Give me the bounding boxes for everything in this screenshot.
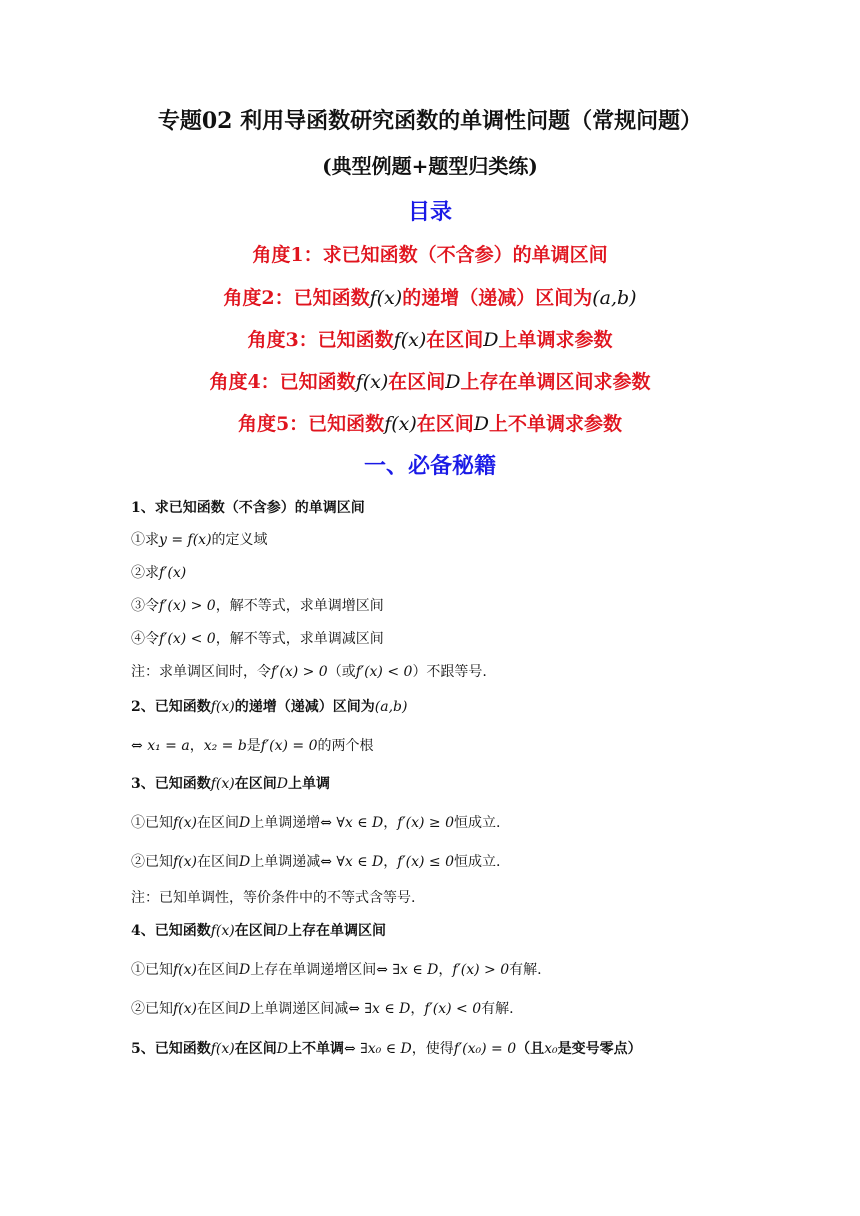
s4-item-1: ①已知f(x)在区间D上存在单调递增区间⇔ ∃x ∈ D，f′(x) > 0有解. xyxy=(131,962,542,978)
toc-heading: 目录 xyxy=(407,199,452,225)
document-title: 专题02 利用导函数研究函数的单调性问题（常规问题） xyxy=(157,108,703,134)
s1-step-4: ④令f′(x) < 0，解不等式，求单调减区间 xyxy=(131,631,384,647)
s2-condition: ⇔ x₁ = a，x₂ = b是f′(x) = 0的两个根 xyxy=(131,738,374,754)
s3-heading: 3、已知函数f(x)在区间D上单调 xyxy=(131,776,330,792)
toc-item-3[interactable]: 角度3：已知函数f(x)在区间D上单调求参数 xyxy=(247,329,613,351)
s2-heading: 2、已知函数f(x)的递增（递减）区间为(a,b) xyxy=(131,699,408,715)
s4-item-2: ②已知f(x)在区间D上单调递区间减⇔ ∃x ∈ D，f′(x) < 0有解. xyxy=(131,1001,514,1017)
toc-item-2[interactable]: 角度2：已知函数f(x)的递增（递减）区间为(a,b) xyxy=(223,287,637,309)
s1-note: 注：求单调区间时，令f′(x) > 0（或f′(x) < 0）不跟等号. xyxy=(131,664,487,680)
document-subtitle: (典型例题+题型归类练) xyxy=(322,154,538,178)
toc-item-5[interactable]: 角度5：已知函数f(x)在区间D上不单调求参数 xyxy=(237,413,623,435)
s4-heading: 4、已知函数f(x)在区间D上存在单调区间 xyxy=(131,923,386,939)
s3-note: 注：已知单调性，等价条件中的不等式含等号. xyxy=(131,890,416,906)
section-heading: 一、必备秘籍 xyxy=(363,453,496,479)
s1-heading: 1、求已知函数（不含参）的单调区间 xyxy=(131,500,365,516)
s1-step-3: ③令f′(x) > 0，解不等式，求单调增区间 xyxy=(131,598,384,614)
toc-item-4[interactable]: 角度4：已知函数f(x)在区间D上存在单调区间求参数 xyxy=(209,371,651,393)
toc-item-1[interactable]: 角度1：求已知函数（不含参）的单调区间 xyxy=(252,244,608,266)
s5-heading: 5、已知函数f(x)在区间D上不单调⇔ ∃x₀ ∈ D，使得f′(x₀) = 0（且x₀是变号零点） xyxy=(131,1041,642,1057)
s1-step-2: ②求f′(x) xyxy=(131,565,187,581)
s3-item-1: ①已知f(x)在区间D上单调递增⇔ ∀x ∈ D，f′(x) ≥ 0恒成立. xyxy=(131,815,501,831)
s3-item-2: ②已知f(x)在区间D上单调递减⇔ ∀x ∈ D，f′(x) ≤ 0恒成立. xyxy=(131,854,501,870)
s1-step-1: ①求y = f(x)的定义域 xyxy=(131,532,268,548)
